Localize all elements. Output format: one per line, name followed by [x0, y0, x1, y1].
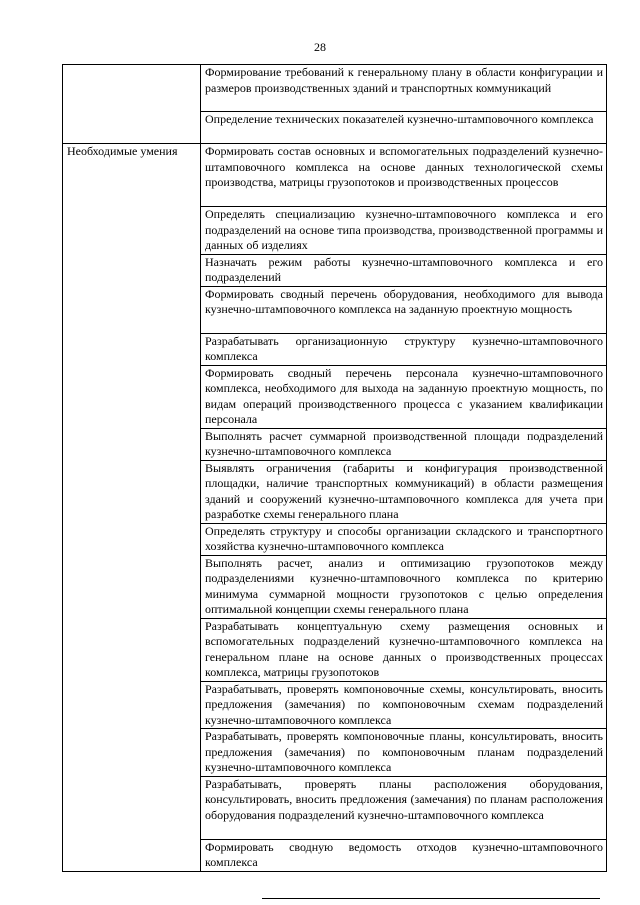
- table-cell-item: Назначать режим работы кузнечно-штамповочного комплекса и его подразделений: [201, 254, 607, 286]
- table-cell-item: Разрабатывать, проверять компоновочные схемы, консультировать, вносить предложения (замечания) по компоновочным схемам подразделений кузнечно-штамповочного комплекса: [201, 681, 607, 729]
- row-label-empty: [63, 65, 201, 144]
- table-cell-item: Разрабатывать концептуальную схему размещения основных и вспомогательных подразделений кузнечно-штамповочного комплекса на генеральном плане на основе данных о производственных процессах комплекса, матрицы грузопотоков: [201, 618, 607, 681]
- table-cell-item: Выявлять ограничения (габариты и конфигурация производственной площадки, наличие транспортных коммуникаций) в области размещения зданий и сооружений кузнечно-штамповочного комплекса для учета при разработке схемы генерального плана: [201, 460, 607, 523]
- skills-table: [62, 64, 607, 872]
- table-cell-item: Определять структуру и способы организации складского и транспортного хозяйства кузнечно-штамповочного комплекса: [201, 523, 607, 555]
- table-cell-item: Разрабатывать, проверять планы расположения оборудования, консультировать, вносить предложения (замечания) по планам расположения оборудования подразделений кузнечно-штамповочного комплекса: [201, 776, 607, 839]
- table-cell-item: Формировать сводную ведомость отходов кузнечно-штамповочного комплекса: [201, 839, 607, 871]
- bottom-divider: [262, 898, 600, 899]
- table-cell-item: Определение технических показателей кузнечно-штамповочного комплекса: [201, 112, 607, 144]
- table-cell-item: Выполнять расчет суммарной производственной площади подразделений кузнечно-штамповочного комплекса: [201, 428, 607, 460]
- table-row: [63, 65, 607, 112]
- table-cell-item: Определять специализацию кузнечно-штамповочного комплекса и его подразделений на основе типа производства, производственной программы и данных об изделиях: [201, 207, 607, 255]
- table-cell-item: Выполнять расчет, анализ и оптимизацию грузопотоков между подразделениями кузнечно-штамповочного комплекса по критерию минимума суммарной мощности грузопотоков с целью определения оптимальной концепции схемы генерального плана: [201, 555, 607, 618]
- table-cell-item: Разрабатывать, проверять компоновочные планы, консультировать, вносить предложения (замечания) по компоновочным планам подразделений кузнечно-штамповочного комплекса: [201, 729, 607, 777]
- table-cell-item: Формирование требований к генеральному плану в области конфигурации и размеров производственных зданий и транспортных коммуникаций: [201, 65, 607, 112]
- table-cell-item: Формировать сводный перечень персонала кузнечно-штамповочного комплекса, необходимого для выхода на заданную проектную мощность, по видам операций производственного процесса с указанием квалификации персонала: [201, 365, 607, 428]
- row-label-skills: Необходимые умения: [63, 144, 201, 872]
- table-row: [63, 144, 607, 207]
- table-cell-item: Формировать сводный перечень оборудования, необходимого для вывода кузнечно-штамповочного комплекса на заданную проектную мощность: [201, 286, 607, 333]
- page-number: 28: [314, 40, 326, 54]
- table-cell-item: Формировать состав основных и вспомогательных подразделений кузнечно-штамповочного комплекса на основе данных технологической схемы производства, матрицы грузопотоков и производственных процессов: [201, 144, 607, 207]
- table-cell-item: Разрабатывать организационную структуру кузнечно-штамповочного комплекса: [201, 333, 607, 365]
